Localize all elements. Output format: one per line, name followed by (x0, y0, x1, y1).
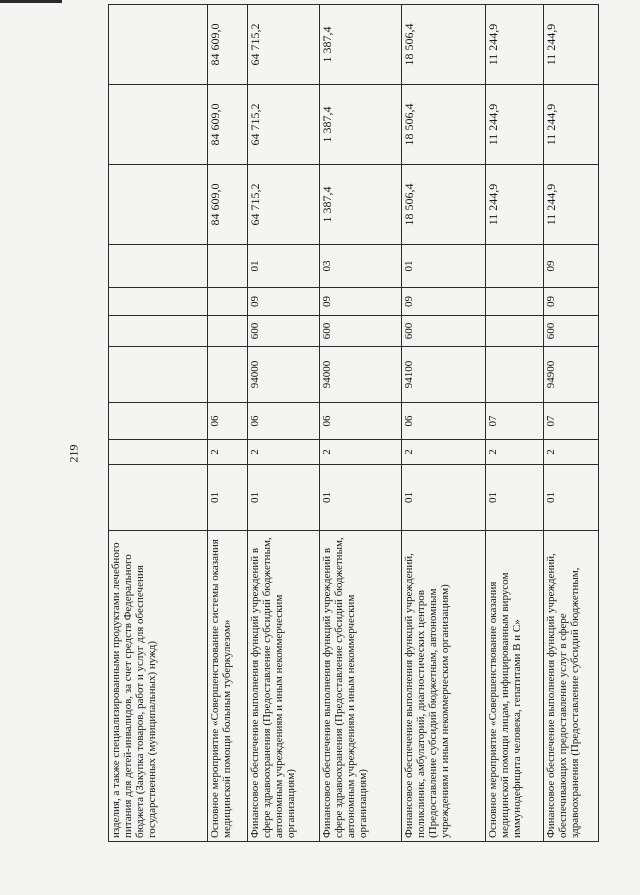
table-row (109, 5, 208, 842)
code-pr (208, 245, 248, 288)
code-pr: 09 (544, 245, 599, 288)
code-om: 07 (544, 403, 599, 440)
table-row (208, 5, 248, 842)
code-gp: 01 (320, 465, 402, 531)
table-row (544, 5, 599, 842)
value-2: 11 244,9 (544, 85, 599, 165)
code-dir (208, 347, 248, 403)
code-pp: 2 (248, 440, 320, 465)
value-3: 64 715,2 (248, 5, 320, 85)
code-pp: 2 (402, 440, 486, 465)
code-pr (486, 245, 544, 288)
code-gp: 01 (248, 465, 320, 531)
code-pr: 03 (320, 245, 402, 288)
value-1: 18 506,4 (402, 165, 486, 245)
code-vr (208, 316, 248, 347)
code-rz: 09 (248, 288, 320, 316)
row-name: Финансовое обеспечение выполнения функций учреждений, обеспечивающих предоставление услуг в сфере здравоохранения (Предоставление субсидий бюджетным, (544, 531, 599, 842)
code-pr (109, 245, 208, 288)
code-gp: 01 (402, 465, 486, 531)
value-2 (109, 85, 208, 165)
table-row (248, 5, 320, 842)
code-gp (109, 465, 208, 531)
code-rz: 09 (402, 288, 486, 316)
value-3: 1 387,4 (320, 5, 402, 85)
value-2: 11 244,9 (486, 85, 544, 165)
row-name: изделия, а также специализированными продуктами лечебного питания для детей-инвалидов, за счет средств Федерального бюджета (Закупка товаров, работ и услуг для обеспечения государственных (муниципальных) нужд) (109, 531, 208, 842)
code-vr (109, 316, 208, 347)
code-dir: 94100 (402, 347, 486, 403)
value-3: 11 244,9 (544, 5, 599, 85)
code-om: 06 (320, 403, 402, 440)
table-row (402, 5, 486, 842)
budget-table (108, 4, 599, 842)
code-dir (486, 347, 544, 403)
code-om: 06 (248, 403, 320, 440)
value-2: 18 506,4 (402, 85, 486, 165)
code-rz (486, 288, 544, 316)
row-name: Финансовое обеспечение выполнения функций учреждений в сфере здравоохранения (Предоставление субсидий бюджетным, автономным учреждениям и иным некоммерческим организациям) (248, 531, 320, 842)
value-3: 11 244,9 (486, 5, 544, 85)
row-name: Основное мероприятие «Совершенствование системы оказания медицинской помощи больным туберкулезом» (208, 531, 248, 842)
code-rz (208, 288, 248, 316)
value-2: 84 609,0 (208, 85, 248, 165)
code-vr: 600 (248, 316, 320, 347)
code-gp: 01 (486, 465, 544, 531)
code-om (109, 403, 208, 440)
value-3: 18 506,4 (402, 5, 486, 85)
code-rz: 09 (544, 288, 599, 316)
code-pp (109, 440, 208, 465)
code-pr: 01 (248, 245, 320, 288)
top-rule (0, 0, 62, 3)
table-row (320, 5, 402, 842)
value-1: 64 715,2 (248, 165, 320, 245)
value-1 (109, 165, 208, 245)
code-om: 06 (208, 403, 248, 440)
code-vr (486, 316, 544, 347)
page-number: 219 (66, 444, 81, 463)
code-om: 07 (486, 403, 544, 440)
value-1: 11 244,9 (544, 165, 599, 245)
value-3 (109, 5, 208, 85)
value-3: 84 609,0 (208, 5, 248, 85)
code-rz (109, 288, 208, 316)
table-row (486, 5, 544, 842)
code-pr: 01 (402, 245, 486, 288)
rotated-page (108, 23, 598, 842)
value-1: 11 244,9 (486, 165, 544, 245)
code-rz: 09 (320, 288, 402, 316)
code-vr: 600 (402, 316, 486, 347)
code-vr: 600 (320, 316, 402, 347)
code-pp: 2 (320, 440, 402, 465)
code-dir: 94900 (544, 347, 599, 403)
code-gp: 01 (544, 465, 599, 531)
row-name: Финансовое обеспечение выполнения функций учреждений, поликлиник, амбулаторий, диагностических центров (Предоставление субсидий бюджетным, автономным учреждениям и иным некоммерческим организациям) (402, 531, 486, 842)
code-pp: 2 (486, 440, 544, 465)
code-gp: 01 (208, 465, 248, 531)
code-vr: 600 (544, 316, 599, 347)
value-2: 64 715,2 (248, 85, 320, 165)
code-dir: 94000 (320, 347, 402, 403)
code-om: 06 (402, 403, 486, 440)
code-pp: 2 (544, 440, 599, 465)
code-dir (109, 347, 208, 403)
row-name: Основное мероприятие «Совершенствование оказания медицинской помощи лицам, инфицированным вирусом иммунодефицита человека, гепатитами В и С» (486, 531, 544, 842)
value-2: 1 387,4 (320, 85, 402, 165)
code-dir: 94000 (248, 347, 320, 403)
value-1: 1 387,4 (320, 165, 402, 245)
value-1: 84 609,0 (208, 165, 248, 245)
row-name: Финансовое обеспечение выполнения функций учреждений в сфере здравоохранения (Предоставление субсидий бюджетным, автономным учреждениям и иным некоммерческим организациям) (320, 531, 402, 842)
code-pp: 2 (208, 440, 248, 465)
